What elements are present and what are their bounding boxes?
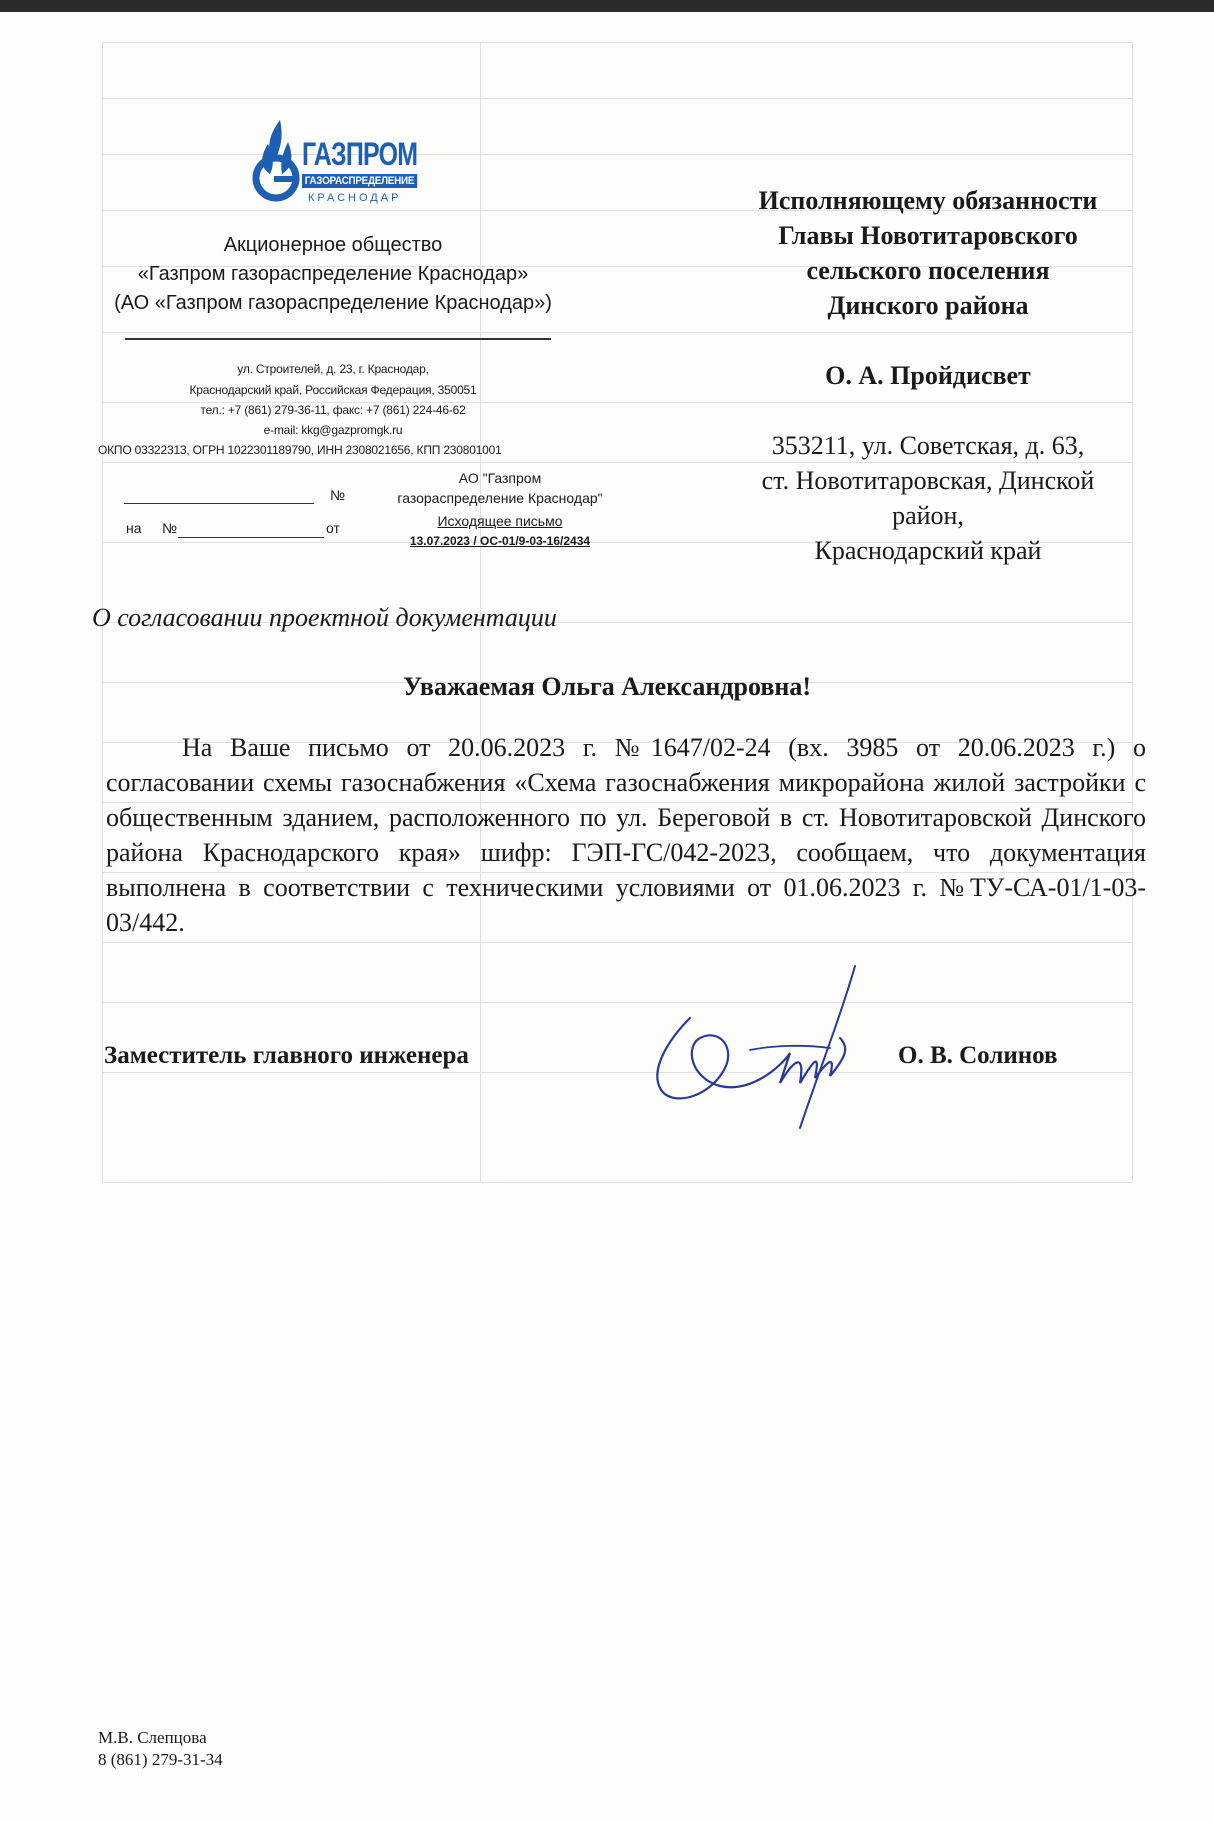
addressee-line-1: Исполняющему обязанности	[758, 186, 1098, 215]
addressee-name: О. А. Пройдисвет	[825, 361, 1031, 390]
executor-phone: 8 (861) 279-31-34	[98, 1750, 223, 1769]
org-line-3: (АО «Газпром газораспределение Краснодар»)	[114, 292, 552, 314]
stamp-line-2: газораспределение Краснодар"	[397, 490, 603, 506]
number-sign: №	[330, 487, 346, 503]
org-line-2: «Газпром газораспределение Краснодар»	[137, 263, 529, 285]
addressee-address-3: район,	[892, 501, 964, 530]
contact-email: e-mail: kkg@gazpromgk.ru	[263, 423, 403, 437]
gazprom-logo	[250, 116, 425, 211]
executor-name: М.В. Слепцова	[98, 1728, 207, 1747]
addressee-address-2: ст. Новотитаровская, Динской	[761, 466, 1095, 495]
letter-body: На Ваше письмо от 20.06.2023 г. №1647/02-24 (вх. 3985 от 20.06.2023 г.) о согласовании схемы газоснабжения «Схема газоснабжения микрорайона жилой застройки с общественным зданием, расположенного по ул. Береговой в ст. Новотитаровской Динского района Краснодарского края» шифр: ГЭП-ГС/042-2023, сообщаем, что документация выполнена в соответствии с техническими условиями от 01.06.2023 г. №ТУ-СА-01/1-03-03/442.	[106, 733, 1146, 937]
scan-top-edge	[0, 0, 1214, 12]
contact-address-2: Краснодарский край, Российская Федерация, 350051	[189, 383, 477, 397]
from-label: от	[326, 520, 340, 536]
signatory-name: О. В. Солинов	[898, 1042, 1058, 1069]
salutation: Уважаемая Ольга Александровна!	[402, 672, 812, 701]
addressee-line-4: Динского района	[827, 291, 1029, 320]
gazprom-flame-icon	[250, 116, 302, 211]
contact-phone: тел.: +7 (861) 279-36-11, факс: +7 (861) 224-46-62	[200, 403, 466, 417]
logo-sub: ГАЗОРАСПРЕДЕЛЕНИЕ	[302, 174, 417, 188]
logo-city: КРАСНОДАР	[308, 192, 402, 204]
logo-brand: ГАЗПРОМ	[302, 136, 418, 172]
org-line-1: Акционерное общество	[223, 234, 443, 256]
contact-codes: ОКПО 03322313, ОГРН 1022301189790, ИНН 2308021656, КПП 230801001	[98, 443, 502, 457]
on-label: на	[126, 520, 142, 536]
addressee-address-1: 353211, ул. Советская, д. 63,	[771, 431, 1085, 460]
on-number-line	[178, 537, 324, 538]
letter-subject: О согласовании проектной документации	[92, 603, 557, 632]
signatory-position: Заместитель главного инженера	[104, 1042, 469, 1069]
stamp-line-4: 13.07.2023 / ОС-01/9-03-16/2434	[409, 534, 591, 548]
stamp-line-3: Исходящее письмо	[437, 513, 563, 529]
on-number-sign: №	[162, 520, 178, 536]
header-rule	[125, 338, 551, 340]
contact-address-1: ул. Строителей, д. 23, г. Краснодар,	[237, 362, 429, 376]
addressee-line-2: Главы Новотитаровского	[778, 221, 1078, 250]
stamp-line-1: АО "Газпром	[458, 470, 542, 486]
outgoing-number-line	[124, 503, 314, 504]
handwritten-signature	[630, 958, 860, 1138]
addressee-line-3: сельского поселения	[806, 256, 1050, 285]
addressee-address-4: Краснодарский край	[814, 536, 1042, 565]
